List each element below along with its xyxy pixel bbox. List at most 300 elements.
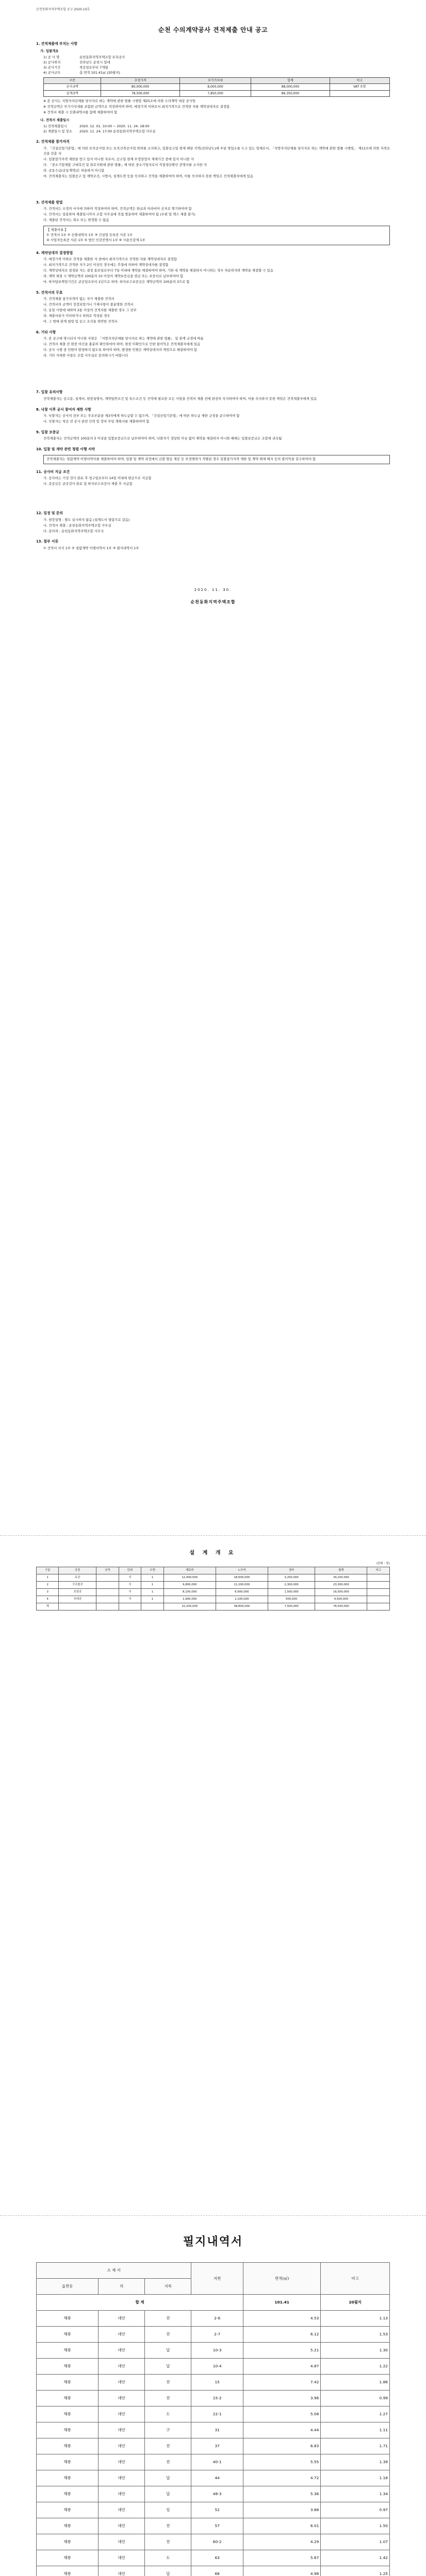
plot-category-cell: 전 bbox=[145, 2534, 191, 2550]
section-10-title: 10. 입찰 및 계약 관련 청렴 이행 서약 bbox=[36, 447, 95, 452]
plot-list-header-area: 면적(㎡) bbox=[243, 2263, 320, 2295]
plot-town-cell: 해룡 bbox=[37, 2343, 99, 2359]
section-2-paragraph: 라. 공동수급(공동계약)은 허용하지 아니함 bbox=[43, 168, 105, 173]
plot-town-cell: 해룡 bbox=[37, 2518, 99, 2534]
plot-town-cell: 해룡 bbox=[37, 2550, 99, 2566]
integrity-pledge-line: 견적제출자는 청렴계약 이행서약서를 제출하여야 하며, 입찰 및 계약 과정에서 금품·향응 제공 등 부정행위가 적발된 경우 입찰참가자격 제한 및 계약 해제·해지 등의 불이익을 감수하여야 함 bbox=[46, 456, 316, 461]
plot-list-header-note: 비고 bbox=[321, 2263, 390, 2295]
design-summary-row bbox=[37, 1574, 390, 1582]
design-summary-header: 수량 bbox=[141, 1567, 163, 1574]
section-7-body bbox=[36, 397, 390, 402]
plot-list-title: 필지내역서 bbox=[183, 2235, 243, 2248]
section-12-body bbox=[36, 518, 390, 534]
required-documents-line: ① 견적서 1부 ② 산출내역서 1부 ③ 건설업 등록증 사본 1부 bbox=[46, 232, 133, 237]
section-6-paragraph: 가. 본 공고에 명시되지 아니한 사항은 「지방자치단체를 당사자로 하는 계약에 관한 법률」 및 관계 규정에 따름 bbox=[43, 336, 204, 341]
design-summary-cell: 8,100,000 bbox=[163, 1589, 216, 1596]
section-1-note: ※ 견적금액은 부가가치세를 포함한 금액으로 작성하여야 하며, 예정가격 이하로서 최저가격으로 견적한 자를 계약상대자로 결정함 bbox=[43, 104, 230, 109]
issuing-organization: 순천동화지역주택조합 bbox=[190, 599, 236, 604]
plot-lot-cell: 22-1 bbox=[191, 2406, 243, 2422]
design-summary-cell bbox=[96, 1582, 119, 1589]
plot-village-cell: 대안 bbox=[99, 2391, 145, 2406]
plot-list-total-area: 101.41 bbox=[243, 2295, 320, 2311]
design-summary-row bbox=[37, 1603, 390, 1611]
plot-village-cell: 대안 bbox=[99, 2359, 145, 2375]
section-8-paragraph: 가. 낙찰자는 공사의 전부 또는 주요부분을 제3자에게 하도급할 수 없으며, 「건설산업기본법」에 따른 하도급 제한 규정을 준수하여야 함 bbox=[43, 414, 240, 418]
date-item-value: 2020. 11. 24. 17:00 순천동화지역주택조합 사무실 bbox=[79, 129, 156, 133]
plot-town-cell: 해룡 bbox=[37, 2534, 99, 2550]
plot-category-cell: 답 bbox=[145, 2566, 191, 2576]
design-summary-cell: 계 bbox=[37, 1603, 59, 1611]
overview-item-key: 1) 공 사 명 bbox=[43, 55, 60, 60]
design-summary-cell: 토공 bbox=[59, 1574, 96, 1582]
plot-village-cell: 대안 bbox=[99, 2566, 145, 2576]
design-summary-header: 재료비 bbox=[163, 1567, 216, 1574]
announcement-date: 2020. 11. 30. bbox=[194, 587, 232, 592]
section-1-subtitle-overview: 가. 입찰개요 bbox=[40, 49, 59, 54]
design-summary-cell: 2,100,000 bbox=[216, 1596, 268, 1603]
cost-table-cell bbox=[330, 90, 389, 96]
plot-area-cell: 5.21 bbox=[243, 2343, 320, 2359]
design-summary-header: 규격 bbox=[96, 1567, 119, 1574]
section-3-title: 3. 견적제출 방법 bbox=[36, 200, 63, 205]
plot-village-cell: 대안 bbox=[99, 2422, 145, 2438]
plot-area-cell: 5.55 bbox=[243, 2454, 320, 2470]
plot-lot-cell: 31 bbox=[191, 2422, 243, 2438]
plot-note-cell: 0.99 bbox=[321, 2391, 390, 2406]
design-summary-cell: 1 bbox=[141, 1582, 163, 1589]
design-summary-title: 설 계 개 요 bbox=[189, 1550, 237, 1556]
plot-note-cell: 1.34 bbox=[321, 2486, 390, 2502]
plot-note-cell: 1.50 bbox=[321, 2518, 390, 2534]
plot-list-row bbox=[37, 2422, 390, 2438]
plot-lot-cell: 57 bbox=[191, 2518, 243, 2534]
section-5-body bbox=[36, 297, 390, 325]
overview-item-value: 착공일로부터 7개월 bbox=[79, 65, 108, 70]
plot-category-cell: 전 bbox=[145, 2438, 191, 2454]
plot-town-cell: 해룡 bbox=[37, 2454, 99, 2470]
design-summary-cell: 1,500,000 bbox=[268, 1589, 315, 1596]
plot-category-cell: 도 bbox=[145, 2550, 191, 2566]
cost-table-cell: VAT 포함 bbox=[330, 84, 389, 90]
design-summary-cell: 4 bbox=[37, 1596, 59, 1603]
section-13-title: 13. 첨부 서류 bbox=[36, 539, 59, 544]
cost-table-cell: 8,000,000 bbox=[179, 84, 251, 90]
plot-lot-cell: 48-3 bbox=[191, 2486, 243, 2502]
cost-table-header: 합계 bbox=[251, 78, 330, 84]
plot-list-header-category: 지목 bbox=[145, 2279, 191, 2295]
plot-list-row bbox=[37, 2375, 390, 2391]
section-9-body bbox=[36, 436, 390, 442]
cost-table-cell: 7,850,000 bbox=[179, 90, 251, 96]
design-summary-cell: 식 bbox=[119, 1589, 141, 1596]
design-summary-unit: (단위 : 원) bbox=[376, 1562, 390, 1565]
design-summary-cell bbox=[367, 1582, 390, 1589]
plot-note-cell: 1.42 bbox=[321, 2550, 390, 2566]
design-summary-cell: 18,600,000 bbox=[216, 1574, 268, 1582]
section-1-title: 1. 견적제출에 부치는 사항 bbox=[36, 41, 78, 46]
section-4-paragraph: 나. 최저가격으로 견적한 자가 2인 이상인 경우에는 추첨에 의하여 계약상대자를 결정함 bbox=[43, 263, 169, 267]
signature-block bbox=[36, 587, 390, 605]
plot-category-cell: 전 bbox=[145, 2327, 191, 2343]
plot-list-total-row bbox=[37, 2295, 390, 2311]
section-4-paragraph: 라. 계약 체결 시 계약금액의 100분의 10 이상의 계약보증금을 현금 또는 보증서로 납부하여야 함 bbox=[43, 274, 184, 278]
section-2-body bbox=[36, 146, 390, 179]
overview-item-value: 전라남도 순천시 일대 bbox=[79, 60, 110, 65]
plot-town-cell: 해룡 bbox=[37, 2566, 99, 2576]
design-summary-cell: 32,200,000 bbox=[163, 1603, 216, 1611]
design-summary-header: 구분 bbox=[37, 1567, 59, 1574]
section-5-paragraph: 가. 견적제출 참가자격이 없는 자가 제출한 견적서 bbox=[43, 297, 114, 301]
plot-list-total-label: 합 계 bbox=[37, 2295, 243, 2311]
plot-list-row bbox=[37, 2470, 390, 2486]
design-summary-cell bbox=[119, 1603, 141, 1611]
plot-list-row bbox=[37, 2534, 390, 2550]
plot-lot-cell: 37 bbox=[191, 2438, 243, 2454]
plot-list-row bbox=[37, 2311, 390, 2327]
plot-category-cell: 전 bbox=[145, 2311, 191, 2327]
design-summary-cell bbox=[96, 1603, 119, 1611]
section-11-title: 11. 공사비 지급 조건 bbox=[36, 469, 70, 474]
design-summary-cell: 1 bbox=[141, 1589, 163, 1596]
submission-dates-list bbox=[36, 124, 390, 134]
plot-town-cell: 해룡 bbox=[37, 2486, 99, 2502]
design-summary-cell: 1 bbox=[141, 1574, 163, 1582]
plot-village-cell: 대안 bbox=[99, 2470, 145, 2486]
plot-category-cell: 임 bbox=[145, 2502, 191, 2518]
plot-list-row bbox=[37, 2502, 390, 2518]
section-5-paragraph: 마. 그 밖에 관계 법령 및 공고 조건을 위반한 견적서 bbox=[43, 319, 118, 324]
date-item-key: 2) 개찰일시 및 장소 bbox=[43, 129, 72, 133]
section-4-body bbox=[36, 257, 390, 285]
design-summary-header: 노무비 bbox=[216, 1567, 268, 1574]
section-4-paragraph: 마. 하자담보책임기간은 준공일로부터 2년으로 하며, 하자보수보증금은 계약금액의 100분의 3으로 함 bbox=[43, 279, 190, 284]
plot-note-cell: 1.39 bbox=[321, 2454, 390, 2470]
date-item-key: 1) 견적제출일시 bbox=[43, 124, 67, 128]
design-summary-table bbox=[36, 1567, 390, 1611]
plot-area-cell: 3.96 bbox=[243, 2391, 320, 2406]
plot-category-cell: 답 bbox=[145, 2343, 191, 2359]
section-5-title: 5. 견적서의 무효 bbox=[36, 290, 63, 295]
design-summary-cell: 34,200,000 bbox=[315, 1574, 367, 1582]
plot-town-cell: 해룡 bbox=[37, 2311, 99, 2327]
section-6-paragraph: 다. 공사 시행 중 민원이 발생하지 않도록 하여야 하며, 발생한 민원은 계약상대자의 책임으로 해결하여야 함 bbox=[43, 348, 197, 352]
cost-table-row bbox=[44, 90, 390, 96]
section-5-paragraph: 라. 제출서류가 미비하거나 허위로 작성된 경우 bbox=[43, 314, 110, 318]
plot-list-row bbox=[37, 2327, 390, 2343]
plot-village-cell: 대안 bbox=[99, 2534, 145, 2550]
project-overview-list bbox=[36, 55, 390, 76]
cost-table-row bbox=[44, 84, 390, 90]
required-documents-box bbox=[43, 226, 390, 245]
plot-lot-cell: 63 bbox=[191, 2550, 243, 2566]
plot-village-cell: 대안 bbox=[99, 2311, 145, 2327]
plot-list-location-header: 소 재 지 bbox=[37, 2263, 191, 2279]
plot-town-cell: 해룡 bbox=[37, 2406, 99, 2422]
plot-note-cell: 1.86 bbox=[321, 2375, 390, 2391]
plot-list-row bbox=[37, 2566, 390, 2576]
plot-lot-cell: 52 bbox=[191, 2502, 243, 2518]
plot-area-cell: 4.44 bbox=[243, 2422, 320, 2438]
section-2-title: 2. 견적제출 참가자격 bbox=[36, 140, 70, 144]
plot-category-cell: 전 bbox=[145, 2375, 191, 2391]
plot-list-header-town: 읍면동 bbox=[37, 2279, 99, 2295]
plot-note-cell: 1.18 bbox=[321, 2470, 390, 2486]
design-summary-row bbox=[37, 1596, 390, 1603]
plot-note-cell: 1.30 bbox=[321, 2343, 390, 2359]
plot-note-cell: 1.53 bbox=[321, 2327, 390, 2343]
plot-village-cell: 대안 bbox=[99, 2518, 145, 2534]
section-8-body bbox=[36, 414, 390, 425]
section-4-paragraph: 가. 예정가격 이하로 견적을 제출한 자 중에서 최저가격으로 견적한 자를 계약상대자로 결정함 bbox=[43, 257, 177, 262]
plot-note-cell: 1.25 bbox=[321, 2566, 390, 2576]
design-summary-cell: 1,900,000 bbox=[163, 1596, 216, 1603]
plot-area-cell: 4.29 bbox=[243, 2534, 320, 2550]
section-2-paragraph: 다. 「중소기업제품 구매촉진 및 판로지원에 관한 법률」에 따른 중소기업자로서 직접생산확인 증명서를 소지한 자 bbox=[43, 162, 207, 167]
plot-village-cell: 대안 bbox=[99, 2343, 145, 2359]
design-summary-header: 경비 bbox=[268, 1567, 315, 1574]
cost-table-cell: 86,350,000 bbox=[251, 90, 330, 96]
design-summary-cell: 16,500,000 bbox=[315, 1589, 367, 1596]
cost-table-cell: 88,000,000 bbox=[251, 84, 330, 90]
overview-item-row bbox=[43, 65, 390, 71]
plot-list-row bbox=[37, 2454, 390, 2470]
plot-village-cell: 대안 bbox=[99, 2327, 145, 2343]
plot-list-table bbox=[36, 2262, 390, 2576]
section-11-paragraph: 나. 준공금은 준공검사 완료 및 하자보수보증서 제출 후 지급함 bbox=[43, 482, 133, 486]
plot-village-cell: 대안 bbox=[99, 2406, 145, 2422]
design-summary-section bbox=[0, 1535, 426, 2215]
plot-area-cell: 4.98 bbox=[243, 2566, 320, 2576]
design-summary-header: 공종 bbox=[59, 1567, 96, 1574]
plot-lot-cell: 10-4 bbox=[191, 2359, 243, 2375]
plot-village-cell: 대안 bbox=[99, 2502, 145, 2518]
design-summary-cell: 11,200,000 bbox=[216, 1582, 268, 1589]
plot-category-cell: 도 bbox=[145, 2406, 191, 2422]
section-4-paragraph: 다. 계약상대자로 결정된 자는 결정 통보일로부터 7일 이내에 계약을 체결하여야 하며, 기한 내 계약을 체결하지 아니하는 경우 차순위자와 계약을 체결할 수 있음 bbox=[43, 268, 273, 273]
cost-table-header: 추정가격 bbox=[101, 78, 179, 84]
design-summary-cell bbox=[367, 1589, 390, 1596]
plot-town-cell: 해룡 bbox=[37, 2327, 99, 2343]
design-summary-header: 합계 bbox=[315, 1567, 367, 1574]
plot-area-cell: 5.67 bbox=[243, 2550, 320, 2566]
design-summary-cell: 3 bbox=[37, 1589, 59, 1596]
plot-lot-cell: 15 bbox=[191, 2375, 243, 2391]
plot-lot-cell: 40-1 bbox=[191, 2454, 243, 2470]
cost-table-cell: 설계금액 bbox=[44, 90, 101, 96]
cost-table-header: 비고 bbox=[330, 78, 389, 84]
plot-note-cell: 1.27 bbox=[321, 2406, 390, 2422]
plot-category-cell: 답 bbox=[145, 2486, 191, 2502]
date-item-row bbox=[43, 124, 390, 129]
integrity-pledge-box bbox=[43, 455, 390, 464]
plot-lot-cell: 2-6 bbox=[191, 2311, 243, 2327]
plot-list-row bbox=[37, 2550, 390, 2566]
section-6-title: 6. 기타 사항 bbox=[36, 330, 56, 334]
plot-area-cell: 4.72 bbox=[243, 2470, 320, 2486]
section-7-paragraph: 견적제출자는 공고문, 설계서, 현장설명서, 계약일반조건 및 특수조건 등 견적에 필요한 모든 사항을 견적서 제출 전에 완전히 숙지하여야 하며, 이를 숙지하지 못한 책임은 견적제출자에게 있음 bbox=[43, 396, 317, 401]
plot-area-cell: 5.08 bbox=[243, 2406, 320, 2422]
plot-note-cell: 1.07 bbox=[321, 2534, 390, 2550]
section-11-paragraph: 가. 공사비는 기성 검사 완료 후 청구일로부터 14일 이내에 현금으로 지급함 bbox=[43, 476, 152, 481]
section-13-paragraph: ① 견적서 서식 1부 ② 청렴계약 이행서약서 1부 ③ 필지내역서 1부 bbox=[43, 546, 139, 551]
document-title: 순천 수의계약공사 견적제출 안내 공고 bbox=[158, 26, 268, 34]
plot-town-cell: 해룡 bbox=[37, 2422, 99, 2438]
section-3-paragraph: 나. 견적서는 밀봉하여 제출일시까지 조합 사무실에 직접 방문하여 제출하여야 함 (우편 및 팩스 제출 불가) bbox=[43, 212, 195, 216]
design-summary-cell: 4,500,000 bbox=[315, 1596, 367, 1603]
section-5-paragraph: 나. 견적서의 금액이 정정되었거나 기재사항이 불분명한 견적서 bbox=[43, 302, 134, 307]
plot-category-cell: 구 bbox=[145, 2422, 191, 2438]
plot-town-cell: 해룡 bbox=[37, 2502, 99, 2518]
design-summary-cell: 식 bbox=[119, 1582, 141, 1589]
plot-list-row bbox=[37, 2343, 390, 2359]
cost-table-cell: 80,000,000 bbox=[101, 84, 179, 90]
plot-lot-cell: 44 bbox=[191, 2470, 243, 2486]
plot-town-cell: 해룡 bbox=[37, 2470, 99, 2486]
plot-category-cell: 전 bbox=[145, 2454, 191, 2470]
plot-town-cell: 해룡 bbox=[37, 2391, 99, 2406]
plot-area-cell: 3.88 bbox=[243, 2502, 320, 2518]
section-5-paragraph: 다. 동일 사항에 대하여 2통 이상의 견적서를 제출한 경우 그 전부 bbox=[43, 308, 137, 313]
design-summary-cell: 3,200,000 bbox=[268, 1574, 315, 1582]
plot-category-cell: 답 bbox=[145, 2470, 191, 2486]
design-summary-cell bbox=[96, 1574, 119, 1582]
plot-note-cell: 1.11 bbox=[321, 2422, 390, 2438]
plot-list-row bbox=[37, 2518, 390, 2534]
overview-item-value: 순천동화지역주택조합 토목공사 bbox=[79, 55, 125, 60]
section-2-paragraph: 가. 「건설산업기본법」에 의한 토목공사업 또는 토목건축공사업 면허를 소지하고, 입찰공고일 현재 해당 지역(전라남도)에 주된 영업소를 두고 있는 업체로서, 「지방자치단체를 당사자로 하는 계약에 관한 법률 시행령」 제13조에 의한 자격요건을 갖춘 자 bbox=[43, 146, 390, 156]
plot-area-cell: 6.01 bbox=[243, 2518, 320, 2534]
plot-list-row bbox=[37, 2359, 390, 2375]
plot-lot-cell: 15-2 bbox=[191, 2391, 243, 2406]
design-summary-header: 비고 bbox=[367, 1567, 390, 1574]
cost-table-cell: 공사금액 bbox=[44, 84, 101, 90]
plot-note-cell: 1.71 bbox=[321, 2438, 390, 2454]
section-2-paragraph: 마. 견적제출자는 입찰공고 및 계약조건, 시방서, 설계도면 등을 숙지하고 견적을 제출하여야 하며, 이를 숙지하지 못한 책임은 견적제출자에게 있음 bbox=[43, 174, 253, 178]
plot-village-cell: 대안 bbox=[99, 2486, 145, 2502]
section-1-subtitle-dates: 나. 견적서 제출일시 bbox=[40, 117, 70, 122]
plot-category-cell: 전 bbox=[145, 2518, 191, 2534]
overview-item-key: 2) 공사위치 bbox=[43, 60, 61, 65]
design-summary-cell: 포장공 bbox=[59, 1589, 96, 1596]
design-summary-cell: 2 bbox=[37, 1582, 59, 1589]
design-summary-cell: 7,500,000 bbox=[268, 1603, 315, 1611]
plot-list-header-lot: 지번 bbox=[191, 2263, 243, 2295]
cost-table bbox=[43, 77, 390, 97]
plot-area-cell: 6.83 bbox=[243, 2438, 320, 2454]
design-summary-cell bbox=[367, 1574, 390, 1582]
plot-note-cell: 1.22 bbox=[321, 2359, 390, 2375]
design-summary-cell bbox=[59, 1603, 96, 1611]
plot-note-cell: 0.97 bbox=[321, 2502, 390, 2518]
section-7-title: 7. 입찰 유의사항 bbox=[36, 390, 63, 395]
plot-list-row bbox=[37, 2406, 390, 2422]
design-summary-cell: 23,300,000 bbox=[315, 1582, 367, 1589]
section-2-paragraph: 나. 입찰참가자격 제한을 받고 있지 아니한 자로서, 공고일 현재 부정당업자 제재기간 중에 있지 아니한 자 bbox=[43, 157, 194, 161]
document-reference: 순천동화지역주택조합 공고 2020-10호 bbox=[36, 8, 90, 11]
section-9-paragraph: 견적제출자는 견적금액의 100분의 5 이상을 입찰보증금으로 납부하여야 하며, 낙찰자가 정당한 이유 없이 계약을 체결하지 아니한 때에는 입찰보증금은 조합에 귀속됨 bbox=[43, 436, 282, 441]
cost-table-header: 부가가치세 bbox=[179, 78, 251, 84]
overview-item-key: 3) 공사기간 bbox=[43, 65, 61, 70]
plot-village-cell: 대안 bbox=[99, 2375, 145, 2391]
design-summary-cell bbox=[96, 1596, 119, 1603]
section-1-notes bbox=[36, 99, 390, 115]
section-12-paragraph: 나. 견적서 제출 : 순천동화지역주택조합 사무실 bbox=[43, 523, 111, 528]
design-summary-cell: 38,800,000 bbox=[216, 1603, 268, 1611]
plot-area-cell: 6.12 bbox=[243, 2327, 320, 2343]
design-summary-cell: 500,000 bbox=[268, 1596, 315, 1603]
section-3-paragraph: 다. 제출된 견적서는 취소 또는 변경할 수 없음 bbox=[43, 217, 109, 222]
design-summary-cell: 9,800,000 bbox=[163, 1582, 216, 1589]
plot-lot-cell: 60-2 bbox=[191, 2534, 243, 2550]
plot-lot-cell: 68 bbox=[191, 2566, 243, 2576]
required-documents-line: ④ 사업자등록증 사본 1부 ⑤ 법인 인감증명서 1부 ⑥ 사용인감계 1부 bbox=[46, 238, 145, 242]
design-summary-cell: 식 bbox=[119, 1596, 141, 1603]
design-summary-cell: 1 bbox=[37, 1574, 59, 1582]
section-12-title: 12. 일정 및 문의 bbox=[36, 511, 63, 516]
design-summary-cell bbox=[367, 1596, 390, 1603]
design-summary-cell: 1 bbox=[141, 1596, 163, 1603]
design-summary-header: 단위 bbox=[119, 1567, 141, 1574]
plot-area-cell: 7.42 bbox=[243, 2375, 320, 2391]
plot-list-header-village: 리 bbox=[99, 2279, 145, 2295]
plot-town-cell: 해룡 bbox=[37, 2359, 99, 2375]
section-9-title: 9. 입찰 보증금 bbox=[36, 430, 59, 434]
section-6-paragraph: 라. 기타 자세한 사항은 조합 사무실로 문의하시기 바랍니다 bbox=[43, 353, 128, 358]
design-summary-row bbox=[37, 1582, 390, 1589]
design-summary-cell: 부대공 bbox=[59, 1596, 96, 1603]
plot-note-cell: 1.13 bbox=[321, 2311, 390, 2327]
cost-table-cell: 78,500,000 bbox=[101, 90, 179, 96]
overview-item-row bbox=[43, 71, 390, 76]
section-3-body bbox=[36, 207, 390, 223]
overview-item-key: 4) 공사규모 bbox=[43, 71, 61, 75]
plot-category-cell: 전 bbox=[145, 2391, 191, 2406]
section-1-note: ※ 본 공사는 지방자치단체를 당사자로 하는 계약에 관한 법률 시행령 제25조에 의한 수의계약 대상 공사임 bbox=[43, 98, 196, 103]
design-summary-cell bbox=[367, 1603, 390, 1611]
overview-item-row bbox=[43, 60, 390, 65]
section-6-paragraph: 나. 견적서 제출 전 현장 여건을 충분히 확인하여야 하며, 현장 미확인으로 인한 불이익은 견적제출자에게 있음 bbox=[43, 342, 201, 347]
date-item-row bbox=[43, 129, 390, 134]
plot-lot-cell: 10-3 bbox=[191, 2343, 243, 2359]
section-8-paragraph: 나. 낙찰자는 착공 전 공사 관련 인력 및 장비 투입 계획서를 제출하여야 함 bbox=[43, 419, 150, 423]
plot-list-row bbox=[37, 2486, 390, 2502]
plot-list-row bbox=[37, 2438, 390, 2454]
design-summary-cell: 2,300,000 bbox=[268, 1582, 315, 1589]
required-documents-line: 【 제출서류 】 bbox=[46, 227, 68, 232]
plot-list-total-note: 20필지 bbox=[321, 2295, 390, 2311]
plot-village-cell: 대안 bbox=[99, 2438, 145, 2454]
design-summary-cell: 78,500,000 bbox=[315, 1603, 367, 1611]
plot-area-cell: 4.87 bbox=[243, 2359, 320, 2375]
section-11-body bbox=[36, 476, 390, 487]
section-8-title: 8. 낙찰 이후 공사 참여자 제한 사항 bbox=[36, 407, 91, 412]
overview-item-row bbox=[43, 55, 390, 60]
section-6-body bbox=[36, 336, 390, 359]
plot-list-row bbox=[37, 2391, 390, 2406]
plot-area-cell: 4.53 bbox=[243, 2311, 320, 2327]
date-item-value: 2020. 12. 01. 10:00 ~ 2020. 11. 24. 18:00 bbox=[79, 124, 150, 128]
design-summary-cell: 식 bbox=[119, 1574, 141, 1582]
plot-town-cell: 해룡 bbox=[37, 2375, 99, 2391]
plot-lot-cell: 2-7 bbox=[191, 2327, 243, 2343]
section-12-paragraph: 다. 문의처 : 순천동화지역주택조합 사무국 bbox=[43, 529, 104, 533]
plot-list-section bbox=[0, 2215, 426, 2576]
section-12-paragraph: 가. 현장설명 : 별도 실시하지 않음 (설계도서 열람으로 갈음) bbox=[43, 517, 130, 522]
design-summary-cell bbox=[96, 1589, 119, 1596]
section-4-title: 4. 계약상대자 결정방법 bbox=[36, 250, 73, 255]
plot-village-cell: 대안 bbox=[99, 2454, 145, 2470]
plot-village-cell: 대안 bbox=[99, 2550, 145, 2566]
